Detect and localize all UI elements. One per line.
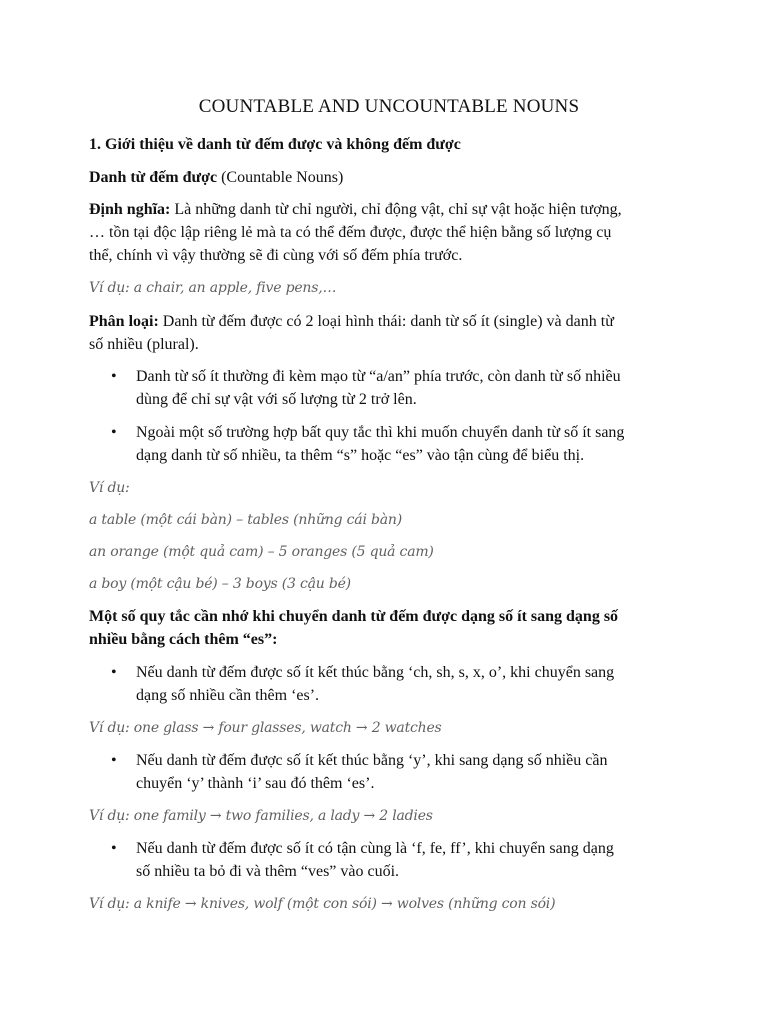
countable-heading xyxy=(89,166,343,189)
rule-text-line-2: số nhiều ta bỏ đi và thêm “ves” vào cuối. xyxy=(136,863,400,880)
classification-label: Phân loại: xyxy=(89,313,159,330)
classification-text-1: Danh từ đếm được có 2 loại hình thái: danh từ số ít (single) và danh từ xyxy=(158,313,614,330)
example-line: an orange (một quả cam) – 5 oranges (5 quả cam) xyxy=(89,544,434,560)
bullet-text-line-2: dùng để chỉ sự vật với số lượng từ 2 trở lên. xyxy=(136,391,417,408)
bullet-dot: • xyxy=(111,424,117,441)
rule-text-line-1: Nếu danh từ đếm được số ít có tận cùng là ‘f, fe, ff’, khi chuyển sang dạng xyxy=(136,840,614,857)
example-line: Ví dụ: one glass → four glasses, watch → 2 watches xyxy=(89,720,442,736)
definition-line-2: … tồn tại độc lập riêng lẻ mà ta có thể đếm được, được thể hiện bằng số lượng cụ xyxy=(89,224,612,241)
bullet-text-line-1: Danh từ số ít thường đi kèm mạo từ “a/an” phía trước, còn danh từ số nhiều xyxy=(136,368,621,385)
rule-text-line-1: Nếu danh từ đếm được số ít kết thúc bằng ‘y’, khi sang dạng số nhiều cần xyxy=(136,752,608,769)
bullet-dot: • xyxy=(111,664,117,681)
example-label: Ví dụ: xyxy=(89,480,130,496)
bullet-dot: • xyxy=(111,368,117,385)
definition-line-1 xyxy=(89,198,622,221)
rule-text-line-2: chuyển ‘y’ thành ‘i’ sau đó thêm ‘es’. xyxy=(136,775,375,792)
bullet-text-line-1: Ngoài một số trường hợp bất quy tắc thì khi muốn chuyển danh từ số ít sang xyxy=(136,424,625,441)
countable-heading-rest: (Countable Nouns) xyxy=(217,169,344,186)
rule-text-line-1: Nếu danh từ đếm được số ít kết thúc bằng ‘ch, sh, s, x, o’, khi chuyển sang xyxy=(136,664,615,681)
section-heading: 1. Giới thiệu về danh từ đếm được và không đếm được xyxy=(89,136,461,153)
example-line: Ví dụ: one family → two families, a lady → 2 ladies xyxy=(89,808,433,824)
bullet-dot: • xyxy=(111,752,117,769)
rule-text-line-2: dạng số nhiều cần thêm ‘es’. xyxy=(136,687,320,704)
countable-heading-bold: Danh từ đếm được xyxy=(89,169,218,186)
bullet-text-line-2: dạng danh từ số nhiều, ta thêm “s” hoặc “es” vào tận cùng để biểu thị. xyxy=(136,447,585,464)
example-line: a boy (một cậu bé) – 3 boys (3 cậu bé) xyxy=(89,576,351,592)
classification-line-1 xyxy=(89,310,614,333)
definition-label: Định nghĩa: xyxy=(89,201,171,218)
bullet-dot: • xyxy=(111,840,117,857)
example-line: Ví dụ: a chair, an apple, five pens,… xyxy=(89,280,337,296)
rules-heading-line-1: Một số quy tắc cần nhớ khi chuyển danh từ đếm được dạng số ít sang dạng số xyxy=(89,608,619,625)
classification-line-2: số nhiều (plural). xyxy=(89,336,199,353)
document-title: COUNTABLE AND UNCOUNTABLE NOUNS xyxy=(198,96,580,117)
definition-line-3: thể, chính vì vậy thường sẽ đi cùng với số đếm phía trước. xyxy=(89,247,463,264)
example-line: Ví dụ: a knife → knives, wolf (một con sói) → wolves (những con sói) xyxy=(89,896,556,912)
rules-heading-line-2: nhiều bằng cách thêm “es”: xyxy=(89,631,278,648)
example-line: a table (một cái bàn) – tables (những cái bàn) xyxy=(89,512,402,528)
definition-text-1: Là những danh từ chỉ người, chỉ động vật, chỉ sự vật hoặc hiện tượng, xyxy=(170,201,622,218)
